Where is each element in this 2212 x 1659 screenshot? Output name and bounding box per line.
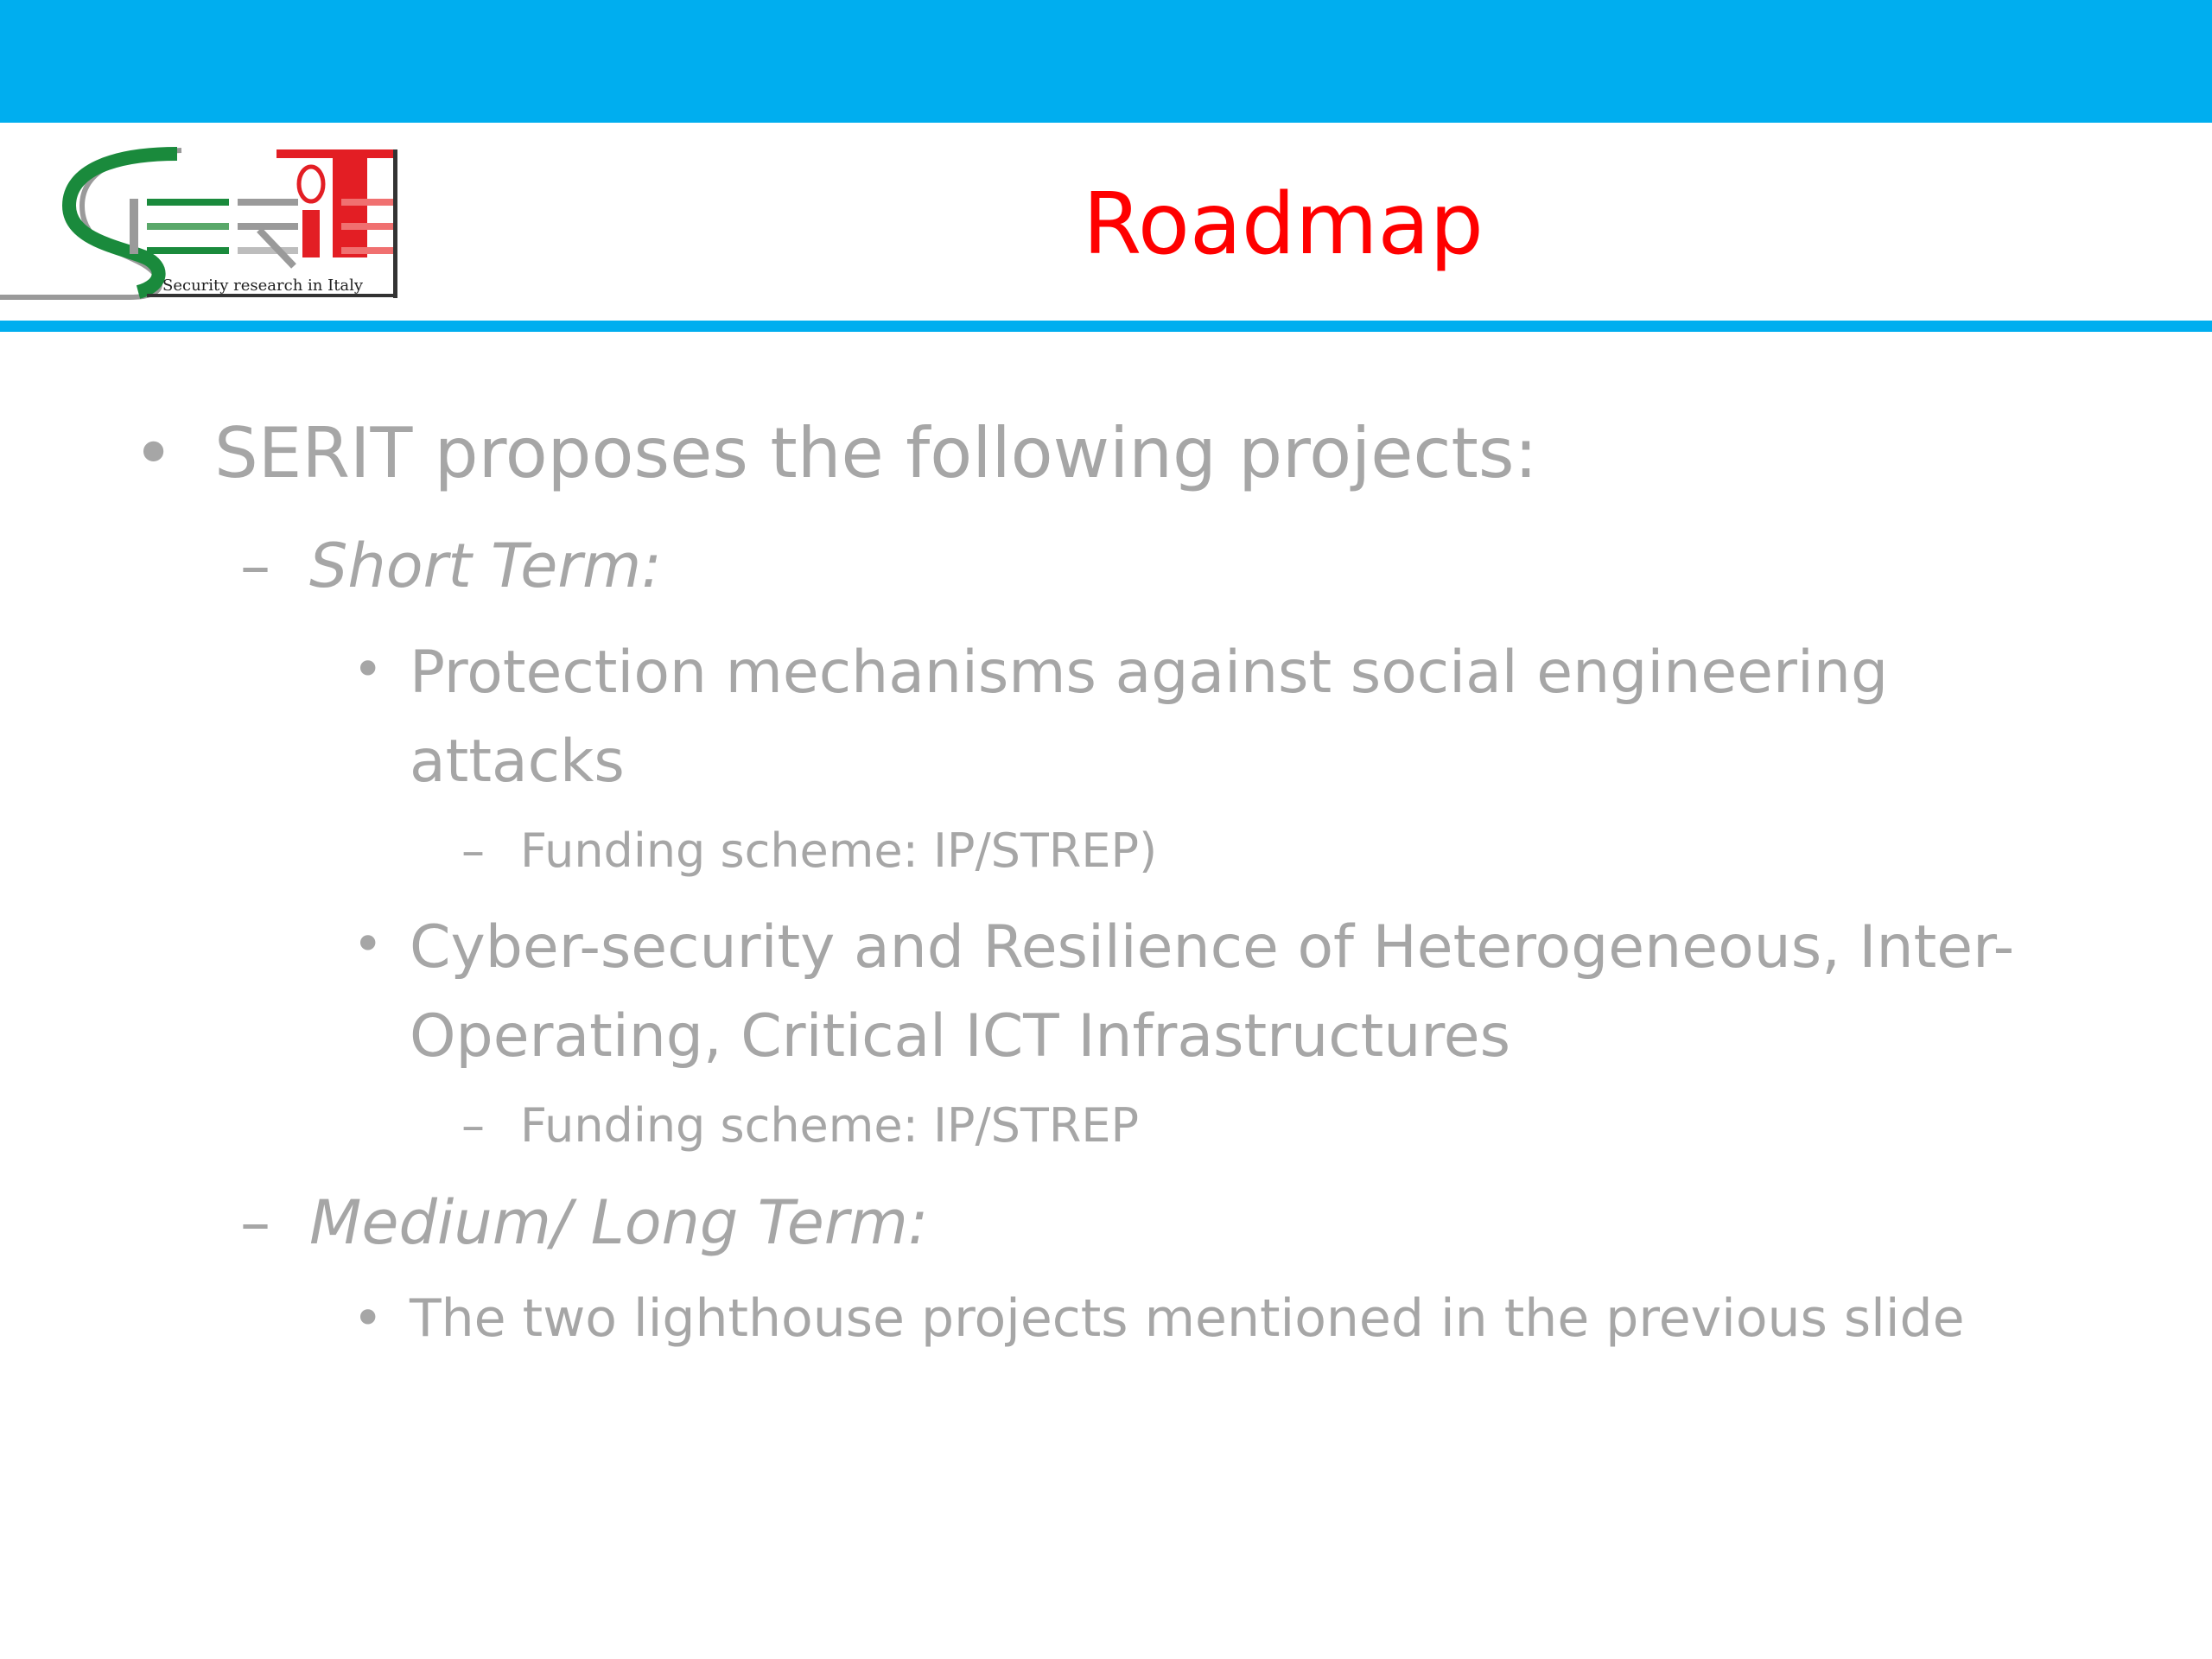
slide-title: Roadmap xyxy=(1083,175,1484,274)
dash-marker: – xyxy=(240,531,270,601)
section-label-medium-long-term: Medium/ Long Term: xyxy=(309,1187,929,1258)
dash-marker: – xyxy=(240,1187,270,1258)
bullet-text: Cyber-security and Resilience of Heterogeneous, Inter-Operating, Critical ICT Infrastructures xyxy=(410,913,2015,1071)
funding-scheme-text: Funding scheme: IP/STREP xyxy=(520,1098,1140,1153)
bullet-marker: • xyxy=(353,914,384,975)
dash-marker: – xyxy=(461,1098,485,1153)
bullet-text: Protection mechanisms against social engineering attacks xyxy=(410,639,1889,796)
bullet-marker: • xyxy=(353,1288,384,1349)
bullet-text: The two lighthouse projects mentioned in the previous slide xyxy=(410,1288,1965,1349)
bullet-text: SERIT proposes the following projects: xyxy=(214,413,1538,493)
section-label-short-term: Short Term: xyxy=(309,531,662,601)
bullet-marker: • xyxy=(353,639,384,700)
dash-marker: – xyxy=(461,823,485,878)
bullet-marker: • xyxy=(133,413,175,493)
logo-tagline: Security research in Italy xyxy=(162,276,364,295)
funding-scheme-text: Funding scheme: IP/STREP) xyxy=(520,823,1158,878)
